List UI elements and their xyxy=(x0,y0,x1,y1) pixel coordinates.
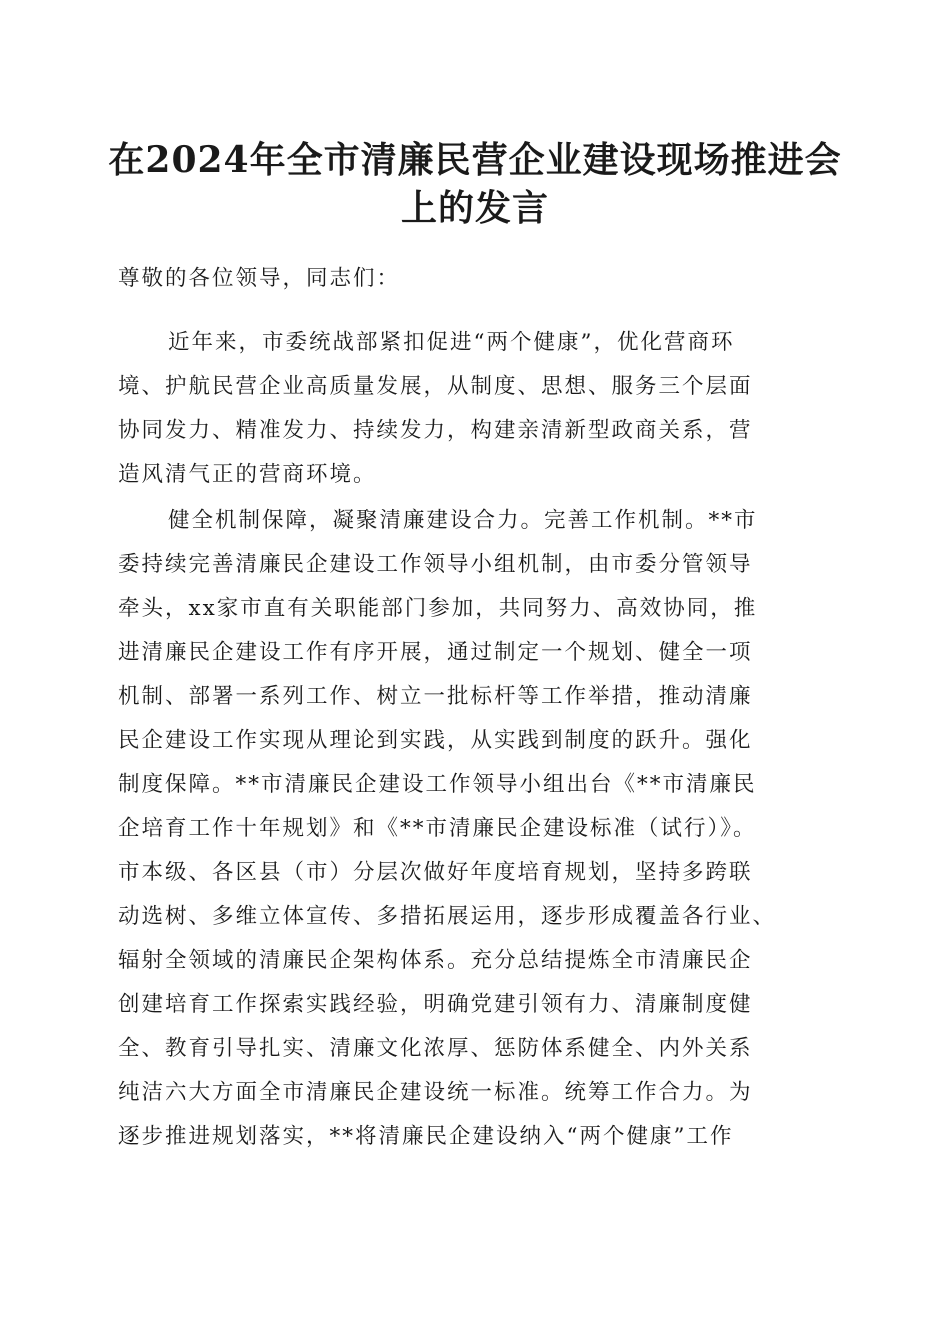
paragraph-2-line-8: 企培育工作十年规划》和《**市清廉民企建设标准（试行）》。 xyxy=(118,816,757,841)
paragraph-2-line-4: 进清廉民企建设工作有序开展，通过制定一个规划、健全一项 xyxy=(118,640,753,665)
paragraph-2-line-3: 牵头，xx家市直有关职能部门参加，共同努力、高效协同，推 xyxy=(118,596,758,621)
paragraph-2-line-14: 纯洁六大方面全市清廉民企建设统一标准。统筹工作合力。为 xyxy=(118,1080,753,1105)
paragraph-2-line-10: 动选树、多维立体宣传、多措拓展运用，逐步形成覆盖各行业、 xyxy=(118,904,777,929)
paragraph-1-line-2: 境、护航民营企业高质量发展，从制度、思想、服务三个层面 xyxy=(118,374,753,399)
paragraph-2-line-12: 创建培育工作探索实践经验，明确党建引领有力、清廉制度健 xyxy=(118,992,753,1017)
paragraph-2-line-2: 委持续完善清廉民企建设工作领导小组机制，由市委分管领导 xyxy=(118,552,753,577)
document-title-line-2: 上的发言 xyxy=(400,187,549,229)
paragraph-1-line-1: 近年来，市委统战部紧扣促进“两个健康”，优化营商环 xyxy=(168,330,735,355)
paragraph-2-line-6: 民企建设工作实现从理论到实践，从实践到制度的跃升。强化 xyxy=(118,728,753,753)
paragraph-2-line-15: 逐步推进规划落实，**将清廉民企建设纳入“两个健康”工作 xyxy=(118,1124,734,1149)
paragraph-2-line-7: 制度保障。**市清廉民企建设工作领导小组出台《**市清廉民 xyxy=(118,772,757,797)
document-title-line-1: 在2024年全市清廉民营企业建设现场推进会 xyxy=(108,139,842,181)
paragraph-1-line-4: 造风清气正的营商环境。 xyxy=(118,462,377,487)
paragraph-2-line-1: 健全机制保障，凝聚清廉建设合力。完善工作机制。**市 xyxy=(168,508,758,533)
paragraph-1-line-3: 协同发力、精准发力、持续发力，构建亲清新型政商关系，营 xyxy=(118,418,753,443)
paragraph-2-line-5: 机制、部署一系列工作、树立一批标杆等工作举措，推动清廉 xyxy=(118,684,753,709)
paragraph-2-line-9: 市本级、各区县（市）分层次做好年度培育规划，坚持多跨联 xyxy=(118,860,753,885)
paragraph-2-line-11: 辐射全领域的清廉民企架构体系。充分总结提炼全市清廉民企 xyxy=(118,948,753,973)
salutation: 尊敬的各位领导，同志们： xyxy=(118,266,401,291)
paragraph-2-line-13: 全、教育引导扎实、清廉文化浓厚、惩防体系健全、内外关系 xyxy=(118,1036,753,1061)
